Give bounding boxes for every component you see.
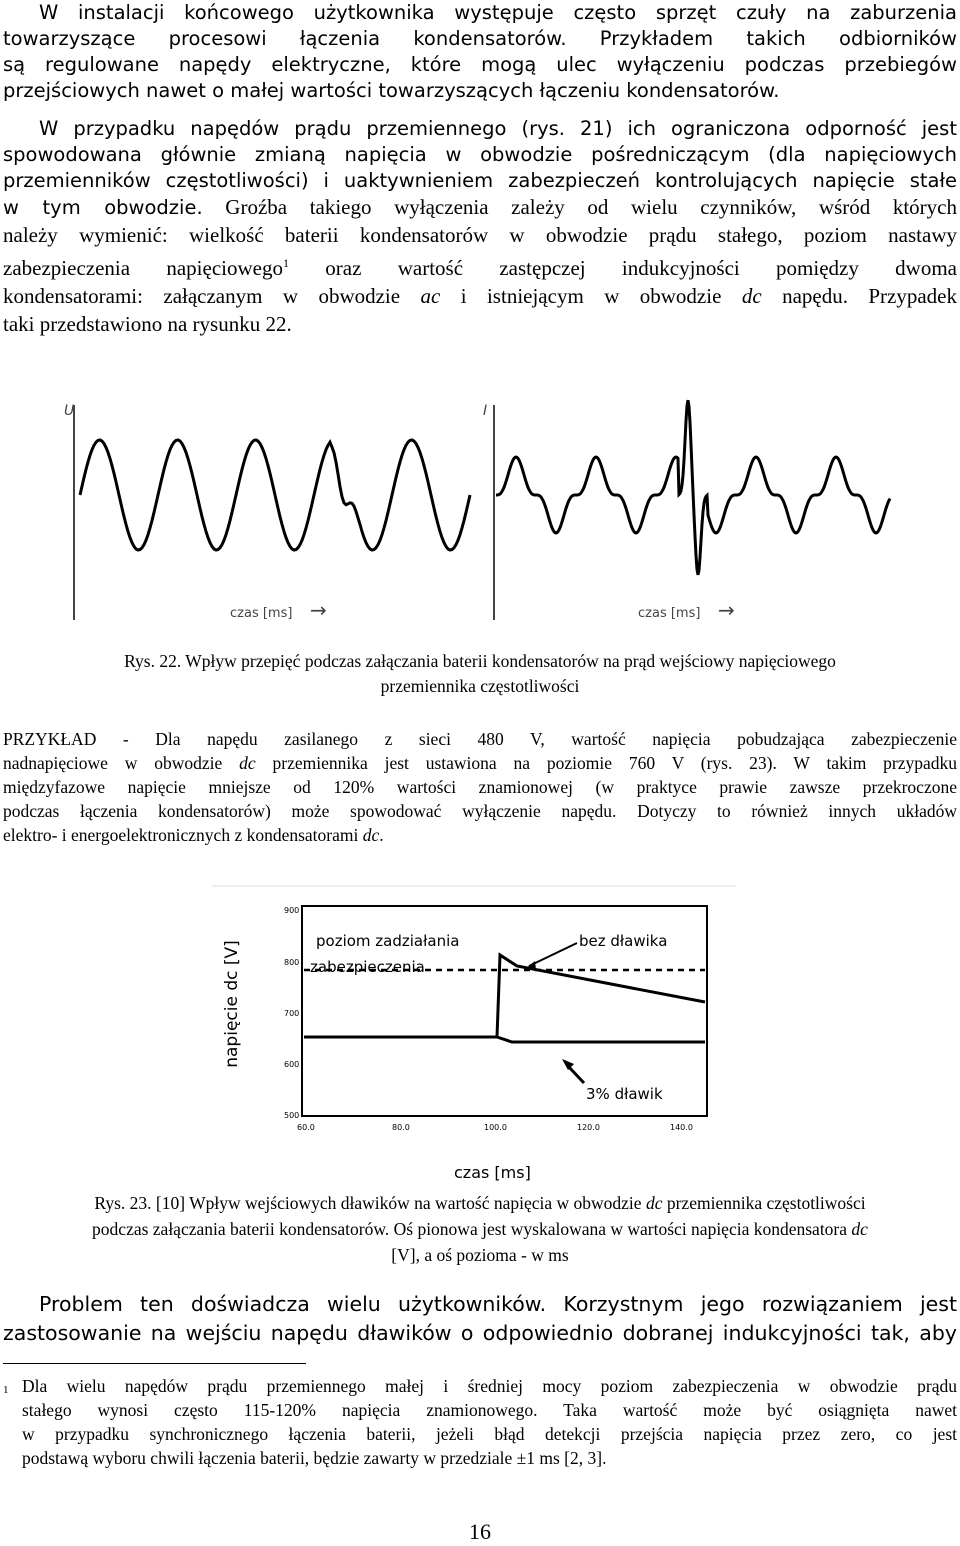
- arrow-right-icon: →: [310, 598, 327, 622]
- text-line: są regulowane napędy elektryczne, które mogą ulec wyłączeniu podczas przebiegów: [3, 53, 957, 76]
- paragraph-intro: [3, 0, 957, 104]
- x-tick-label: 60.0: [297, 1123, 315, 1132]
- text-line: elektro- i energoelektronicznych z kondensatorami dc.: [3, 825, 384, 845]
- footnote: [3, 1374, 957, 1470]
- paragraph-solution: [3, 1290, 957, 1348]
- text-line: W przypadku napędów prądu przemiennego (rys. 21) ich ograniczona odporność jest: [39, 117, 957, 140]
- arrow-right-icon: →: [718, 598, 735, 622]
- text-line: przejściowych nawet o małej wartości towarzyszących łączeniu kondensatorów.: [3, 79, 780, 102]
- text-line: stałego wynosi często 115-120% napięcia znamionowego. Taka wartość może być osiągnięta nawet: [22, 1400, 957, 1420]
- text-line: taki przedstawiono na rysunku 22.: [3, 312, 292, 336]
- x-tick-label: 100.0: [484, 1123, 507, 1132]
- current-axis-label: I: [483, 403, 488, 419]
- text-line: Dla wielu napędów prądu przemiennego małej i średniej mocy poziom zabezpieczenia w obwodzie prądu: [22, 1376, 957, 1396]
- footnote-divider: [3, 1363, 306, 1364]
- arrow-head-icon: [525, 961, 536, 970]
- text-line: PRZYKŁAD - Dla napędu zasilanego z sieci 480 V, wartość napięcia pobudzająca zabezpieczenie: [3, 729, 957, 749]
- text-line: zabezpieczenia napięciowego$^1$ oraz wartość zastępczej indukcyjności pomiędzy dwoma: [3, 256, 957, 280]
- y-tick-label: 500: [284, 1111, 300, 1120]
- y-tick-label: 700: [284, 1009, 300, 1018]
- time-label-left: czas [ms]: [230, 606, 293, 621]
- paragraph-example: [3, 727, 957, 847]
- voltage-waveform-panel: [64, 403, 470, 622]
- text-line: należy wymienić: wielkość baterii kondensatorów w obwodzie prądu stałego, poziom nastawy: [3, 223, 957, 247]
- x-tick-label: 120.0: [577, 1123, 600, 1132]
- page-number: 16: [469, 1519, 491, 1544]
- choke-trace: [497, 1037, 705, 1042]
- x-axis-label: czas [ms]: [454, 1163, 531, 1182]
- text-line: towarzyszące procesowi łączenia kondensatorów. Przykładem takich odbiorników: [3, 27, 957, 50]
- text-line: Problem ten doświadcza wielu użytkowników. Korzystnym jego rozwiązaniem jest: [39, 1292, 957, 1316]
- arrow-icon: [529, 943, 577, 966]
- choke-label: 3% dławik: [586, 1085, 663, 1103]
- current-waveform: [496, 400, 890, 575]
- figure-22-caption: Rys. 22. Wpływ przepięć podczas załączania baterii kondensatorów na prąd wejściowy napięciowego przemiennika częstotliwości: [124, 651, 836, 696]
- voltage-waveform: [80, 440, 470, 550]
- text-line: w tym obwodzie. Groźba takiego wyłączenia zależy od wielu czynników, wśród których: [3, 195, 957, 219]
- figure-22: [60, 395, 900, 630]
- x-tick-label: 80.0: [392, 1123, 410, 1132]
- text-line: międzyfazowe napięcie mniejsze od 120% wartości znamionowej (w praktyce prawie zawsze przekroczone: [3, 777, 957, 797]
- current-waveform-panel: [483, 400, 890, 622]
- text-line: przemienników częstotliwości) i uaktywnieniem zabezpieczeń kontrolujących napięcie stałe: [3, 169, 957, 192]
- text-line: kondensatorami: załączanym w obwodzie ac i istniejącym w obwodzie dc napędu. Przypadek: [3, 284, 957, 308]
- voltage-axis-label: U: [64, 403, 75, 419]
- trip-level-label: zabezpieczenia: [310, 958, 425, 976]
- text-line: podczas łączenia kondensatorów) może spowodować wyłączenie napędu. Dotyczy to również innych układów: [3, 801, 957, 821]
- paragraph-ac-drives: [3, 116, 957, 338]
- y-tick-label: 600: [284, 1060, 300, 1069]
- x-tick-label: 140.0: [670, 1123, 693, 1132]
- y-axis-label: napięcie dc [V]: [222, 940, 242, 1068]
- text-line: nadnapięciowe w obwodzie dc przemiennika jest ustawiona na poziomie 760 V (rys. 23). W takim przypadku: [3, 753, 958, 773]
- text-line: spowodowana głównie zmianą napięcia w obwodzie pośredniczącym (dla napięciowych: [3, 143, 957, 166]
- no-choke-label: bez dławika: [579, 932, 668, 950]
- footnote-mark: 1: [3, 1384, 9, 1396]
- figure-23: [212, 884, 736, 1184]
- figure-23-caption: Rys. 23. [10] Wpływ wejściowych dławików na wartość napięcia w obwodzie dc przemiennika częstotliwości podczas załączania baterii kondensatorów. Oś pionowa jest wyskalowana w wartości napięcia kondensatora dc [V], a oś pozioma - w ms: [92, 1193, 868, 1265]
- text-line: podstawą wyboru chwili łączenia baterii, będzie zawarty w przedziale ±1 ms [2, 3].: [22, 1448, 607, 1468]
- time-label-right: czas [ms]: [638, 606, 701, 621]
- text-line: W instalacji końcowego użytkownika występuje często sprzęt czuły na zaburzenia: [39, 1, 957, 24]
- y-tick-label: 800: [284, 958, 300, 967]
- trip-level-label: poziom zadziałania: [316, 932, 460, 950]
- text-line: zastosowanie na wejściu napędu dławików o odpowiednio dobranej indukcyjności tak, aby: [3, 1321, 957, 1345]
- text-line: w przypadku synchronicznego łączenia baterii, jeżeli błąd detekcji przejścia napięcia przez zero, co jest: [22, 1424, 957, 1444]
- footnote-ref: 1: [282, 256, 289, 270]
- y-tick-label: 900: [284, 906, 300, 915]
